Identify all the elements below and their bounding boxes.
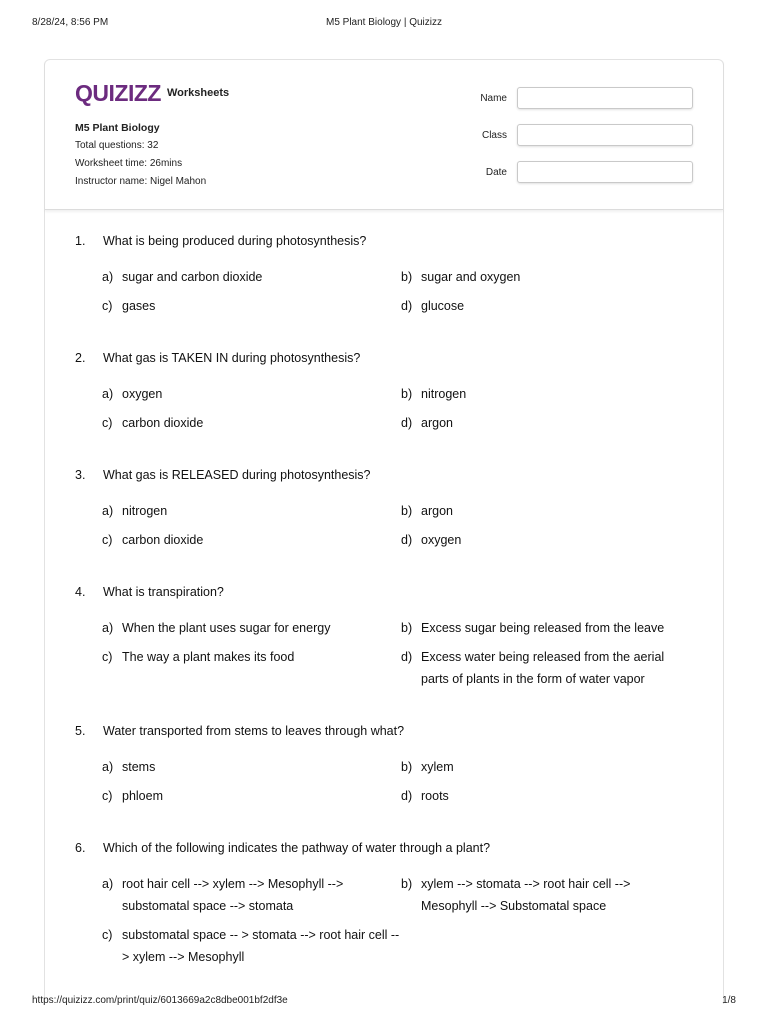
option-letter: b) xyxy=(401,877,413,891)
option-letter: a) xyxy=(102,877,114,891)
question-number: 6. xyxy=(75,841,86,855)
option-letter: b) xyxy=(401,387,413,401)
option-text: oxygen xyxy=(122,387,163,401)
option-letter: b) xyxy=(401,621,413,635)
brand-subtitle: Worksheets xyxy=(167,87,230,99)
option-c xyxy=(102,646,377,668)
option-c xyxy=(102,924,404,968)
question-text xyxy=(75,468,371,482)
option-text: phloem xyxy=(122,789,163,803)
option-letter: c) xyxy=(102,533,113,547)
option-text: sugar and oxygen xyxy=(421,270,521,284)
option-a xyxy=(102,873,384,917)
question-prompt: What is transpiration? xyxy=(103,585,224,599)
option-c xyxy=(102,529,377,551)
print-doc-title: M5 Plant Biology | Quizizz xyxy=(326,17,442,28)
option-letter: c) xyxy=(102,416,113,430)
print-datetime: 8/28/24, 8:56 PM xyxy=(32,17,109,28)
question-number: 3. xyxy=(75,468,86,482)
class-label: Class xyxy=(481,129,507,141)
option-text: oxygen xyxy=(421,533,462,547)
option-d xyxy=(401,295,676,317)
option-b xyxy=(401,617,711,639)
question-number: 2. xyxy=(75,351,86,365)
option-text: xylem --> stomata --> root hair cell --> Mesophyll --> Substomatal space xyxy=(421,877,631,913)
option-text: The way a plant makes its food xyxy=(122,650,295,664)
worksheet-card xyxy=(44,59,724,1004)
option-text: Excess water being released from the aerial parts of plants in the form of water vapor xyxy=(421,650,665,686)
option-a xyxy=(102,617,377,639)
option-a xyxy=(102,266,377,288)
question-prompt: What gas is TAKEN IN during photosynthesis? xyxy=(103,351,361,365)
question-text xyxy=(75,724,404,738)
date-field-row xyxy=(465,161,693,183)
option-letter: c) xyxy=(102,299,113,313)
option-text: glucose xyxy=(421,299,465,313)
option-text: argon xyxy=(421,504,453,518)
option-letter: d) xyxy=(401,299,413,313)
option-text: carbon dioxide xyxy=(122,533,204,547)
worksheet-meta xyxy=(75,119,206,191)
option-letter: a) xyxy=(102,621,114,635)
option-letter: d) xyxy=(401,650,413,664)
option-d xyxy=(401,785,676,807)
option-text: root hair cell --> xylem --> Mesophyll --> substomatal space --> stomata xyxy=(122,877,344,913)
option-text: argon xyxy=(421,416,453,430)
question-prompt: What is being produced during photosynthesis? xyxy=(103,234,367,248)
option-letter: c) xyxy=(102,928,113,942)
option-b xyxy=(401,756,676,778)
option-text: When the plant uses sugar for energy xyxy=(122,621,331,635)
worksheet-time: Worksheet time: 26mins xyxy=(75,158,183,169)
question-prompt: Water transported from stems to leaves through what? xyxy=(103,724,405,738)
option-d xyxy=(401,646,691,690)
question-text xyxy=(75,585,224,599)
option-text: sugar and carbon dioxide xyxy=(122,270,263,284)
question-text xyxy=(75,841,490,855)
option-letter: a) xyxy=(102,387,114,401)
question-text xyxy=(75,234,366,248)
class-field[interactable] xyxy=(517,124,693,146)
question-prompt: What gas is RELEASED during photosynthesis? xyxy=(103,468,371,482)
option-b xyxy=(401,500,676,522)
print-url: https://quizizz.com/print/quiz/6013669a2c8dbe001bf2df3e xyxy=(32,995,288,1006)
instructor-name: Instructor name: Nigel Mahon xyxy=(75,176,207,187)
option-b xyxy=(401,383,676,405)
name-field[interactable] xyxy=(517,87,693,109)
option-letter: a) xyxy=(102,504,114,518)
option-text: Excess sugar being released from the leave xyxy=(421,621,665,635)
option-text: xylem xyxy=(421,760,454,774)
worksheet-header xyxy=(45,60,723,210)
option-letter: c) xyxy=(102,789,113,803)
class-field-row xyxy=(465,124,693,146)
option-letter: b) xyxy=(401,270,413,284)
total-questions: Total questions: 32 xyxy=(75,140,159,151)
option-letter: b) xyxy=(401,760,413,774)
name-field-row xyxy=(465,87,693,109)
option-letter: d) xyxy=(401,416,413,430)
option-letter: a) xyxy=(102,760,114,774)
option-text: nitrogen xyxy=(122,504,168,518)
question-number: 4. xyxy=(75,585,86,599)
option-text: nitrogen xyxy=(421,387,467,401)
option-a xyxy=(102,383,377,405)
question-text xyxy=(75,351,360,365)
page-number: 1/8 xyxy=(722,995,736,1006)
quizizz-logo-text: QUIZIZZ xyxy=(75,80,161,106)
option-c xyxy=(102,295,377,317)
option-b xyxy=(401,266,676,288)
option-letter: c) xyxy=(102,650,113,664)
question-prompt: Which of the following indicates the pathway of water through a plant? xyxy=(103,841,491,855)
option-letter: b) xyxy=(401,504,413,518)
option-letter: d) xyxy=(401,533,413,547)
option-d xyxy=(401,529,676,551)
option-d xyxy=(401,412,676,434)
option-text: gases xyxy=(122,299,156,313)
option-c xyxy=(102,412,377,434)
brand xyxy=(75,80,229,106)
option-c xyxy=(102,785,377,807)
option-text: carbon dioxide xyxy=(122,416,204,430)
name-label: Name xyxy=(480,92,507,104)
option-letter: d) xyxy=(401,789,413,803)
option-b xyxy=(401,873,671,917)
question-number: 5. xyxy=(75,724,86,738)
worksheet-title: M5 Plant Biology xyxy=(75,122,160,134)
option-a xyxy=(102,756,377,778)
date-label: Date xyxy=(485,166,507,178)
option-a xyxy=(102,500,377,522)
option-text: stems xyxy=(122,760,156,774)
option-letter: a) xyxy=(102,270,114,284)
option-text: substomatal space -- > stomata --> root hair cell --> xylem --> Mesophyll xyxy=(122,928,400,964)
option-text: roots xyxy=(421,789,449,803)
date-field[interactable] xyxy=(517,161,693,183)
quizizz-logo xyxy=(75,80,163,106)
question-number: 1. xyxy=(75,234,86,248)
